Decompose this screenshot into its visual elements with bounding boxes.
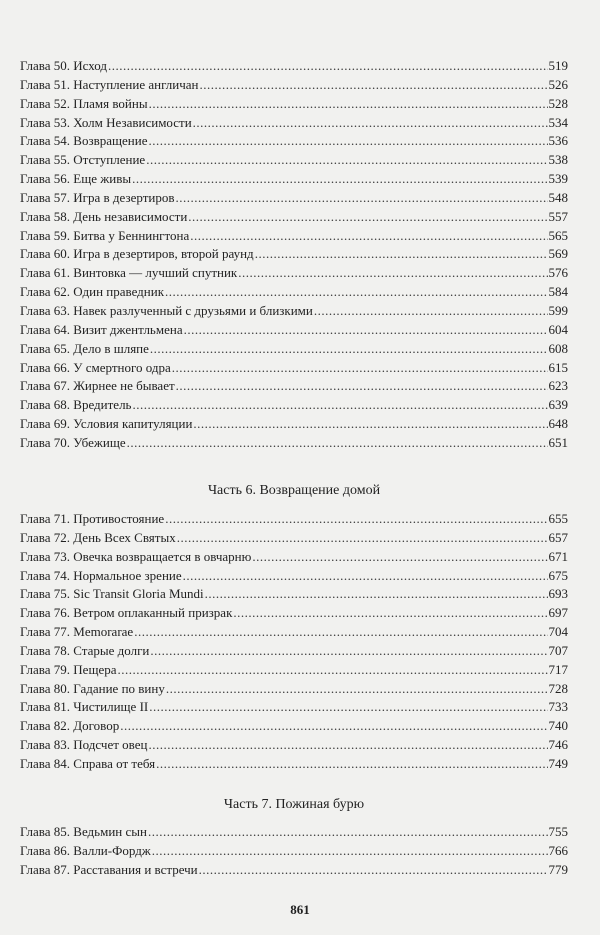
toc-entry <box>20 415 568 434</box>
chapter-title: Глава 64. Визит джентльмена <box>20 321 183 337</box>
chapter-page-number: 697 <box>548 605 568 621</box>
chapter-page-number: 704 <box>548 624 568 640</box>
chapter-page-number: 657 <box>548 529 568 545</box>
dot-leader <box>152 842 548 861</box>
toc-entry <box>20 434 568 453</box>
dot-leader <box>134 623 547 642</box>
dot-leader <box>252 548 547 567</box>
chapter-title: Глава 83. Подсчет овец <box>20 737 148 753</box>
dot-leader <box>238 264 547 283</box>
chapter-title: Глава 65. Дело в шляпе <box>20 340 149 356</box>
chapter-page-number: 779 <box>548 861 568 877</box>
chapter-page-number: 528 <box>548 95 568 111</box>
toc-entry <box>20 264 568 283</box>
chapter-title: Глава 52. Пламя войны <box>20 95 148 111</box>
chapter-title: Глава 68. Вредитель <box>20 397 132 413</box>
chapter-title: Глава 53. Холм Независимости <box>20 114 192 130</box>
chapter-page-number: 608 <box>548 340 568 356</box>
dot-leader <box>166 680 548 699</box>
chapter-page-number: 755 <box>548 824 568 839</box>
chapter-title: Глава 78. Старые долги <box>20 642 150 658</box>
dot-leader <box>149 95 548 114</box>
chapter-page-number: 749 <box>548 755 568 771</box>
toc-entry <box>20 377 568 396</box>
dot-leader <box>199 76 547 95</box>
chapter-page-number: 569 <box>548 246 568 262</box>
chapter-title: Глава 79. Пещера <box>20 661 117 677</box>
toc-entry <box>20 717 568 736</box>
chapter-page-number: 728 <box>548 680 568 696</box>
toc-entry <box>20 585 568 604</box>
dot-leader <box>190 227 547 246</box>
chapter-title: Глава 81. Чистилище II <box>20 699 149 715</box>
chapter-title: Глава 62. Один праведник <box>20 284 165 300</box>
chapter-page-number: 623 <box>548 378 568 394</box>
toc-entry <box>20 823 568 842</box>
toc-entry <box>20 114 568 133</box>
chapter-title: Глава 61. Винтовка — лучший спутник <box>20 265 238 281</box>
toc-entry <box>20 359 568 378</box>
toc-entry <box>20 567 568 586</box>
dot-leader <box>177 529 548 548</box>
toc-entry <box>20 736 568 755</box>
dot-leader <box>193 114 548 133</box>
chapter-page-number: 766 <box>548 842 568 858</box>
chapter-page-number: 648 <box>548 416 568 432</box>
dot-leader <box>199 861 548 880</box>
dot-leader <box>120 717 547 736</box>
dot-leader <box>108 57 547 76</box>
toc-entry <box>20 95 568 114</box>
chapter-page-number: 675 <box>548 567 568 583</box>
chapter-page-number: 599 <box>548 302 568 318</box>
toc-entry <box>20 861 568 880</box>
chapter-page-number: 584 <box>548 284 568 300</box>
dot-leader <box>148 132 547 151</box>
chapter-page-number: 740 <box>548 718 568 734</box>
toc-section-part7 <box>20 823 568 880</box>
chapter-title: Глава 85. Ведьмин сын <box>20 824 147 839</box>
dot-leader <box>184 321 548 340</box>
dot-leader <box>165 283 547 302</box>
toc-entry <box>20 321 568 340</box>
chapter-title: Глава 75. Sic Transit Gloria Mundi <box>20 586 204 602</box>
dot-leader <box>150 340 548 359</box>
toc-section-part5 <box>20 57 568 453</box>
dot-leader <box>150 642 547 661</box>
toc-entry <box>20 698 568 717</box>
chapter-page-number: 565 <box>548 227 568 243</box>
chapter-page-number: 707 <box>548 642 568 658</box>
chapter-title: Глава 54. Возвращение <box>20 133 148 149</box>
toc-entry <box>20 170 568 189</box>
dot-leader <box>156 755 547 774</box>
chapter-title: Глава 51. Наступление англичан <box>20 76 199 92</box>
toc-entry <box>20 680 568 699</box>
chapter-page-number: 519 <box>548 58 568 73</box>
dot-leader <box>176 377 548 396</box>
dot-leader <box>233 604 547 623</box>
toc-entry <box>20 661 568 680</box>
dot-leader <box>118 661 548 680</box>
toc-entry <box>20 340 568 359</box>
chapter-title: Глава 87. Расставания и встречи <box>20 861 198 877</box>
chapter-page-number: 538 <box>548 152 568 168</box>
toc-entry <box>20 755 568 774</box>
chapter-title: Глава 71. Противостояние <box>20 511 165 526</box>
toc-entry <box>20 189 568 208</box>
chapter-page-number: 539 <box>548 171 568 187</box>
toc-entry <box>20 510 568 529</box>
dot-leader <box>193 415 547 434</box>
dot-leader <box>175 189 547 208</box>
page-number: 861 <box>290 902 310 917</box>
toc-entry <box>20 642 568 661</box>
toc-entry <box>20 151 568 170</box>
dot-leader <box>188 208 547 227</box>
toc-entry <box>20 57 568 76</box>
chapter-page-number: 604 <box>548 321 568 337</box>
dot-leader <box>132 170 547 189</box>
toc-entry <box>20 208 568 227</box>
chapter-title: Глава 72. День Всех Святых <box>20 529 176 545</box>
toc-section-part6 <box>20 510 568 774</box>
chapter-page-number: 693 <box>548 586 568 602</box>
chapter-title: Глава 60. Игра в дезертиров, второй раунд <box>20 246 254 262</box>
chapter-page-number: 733 <box>548 699 568 715</box>
chapter-page-number: 671 <box>548 548 568 564</box>
chapter-title: Глава 58. День независимости <box>20 208 188 224</box>
part-6-heading: Часть 6. Возвращение домой <box>207 483 381 498</box>
dot-leader <box>255 245 548 264</box>
chapter-title: Глава 76. Ветром оплаканный призрак <box>20 605 233 621</box>
toc-entry <box>20 396 568 415</box>
chapter-page-number: 615 <box>548 359 568 375</box>
chapter-title: Глава 77. Memorarae <box>20 624 134 640</box>
chapter-page-number: 651 <box>548 434 568 450</box>
toc-entry <box>20 283 568 302</box>
chapter-title: Глава 57. Игра в дезертиров <box>20 189 175 205</box>
chapter-title: Глава 74. Нормальное зрение <box>20 567 182 583</box>
dot-leader <box>149 698 547 717</box>
dot-leader <box>314 302 548 321</box>
toc-entry <box>20 227 568 246</box>
chapter-page-number: 655 <box>548 511 568 526</box>
chapter-title: Глава 84. Справа от тебя <box>20 755 156 771</box>
chapter-page-number: 557 <box>548 208 568 224</box>
chapter-title: Глава 63. Навек разлученный с друзьями и близкими <box>20 302 313 318</box>
toc-entry <box>20 604 568 623</box>
dot-leader <box>127 434 548 453</box>
toc-entry <box>20 548 568 567</box>
chapter-title: Глава 82. Договор <box>20 718 120 734</box>
chapter-title: Глава 73. Овечка возвращается в овчарню <box>20 548 252 564</box>
chapter-title: Глава 55. Отступление <box>20 152 146 168</box>
chapter-title: Глава 70. Убежище <box>20 434 126 450</box>
dot-leader <box>148 823 548 842</box>
dot-leader <box>146 151 547 170</box>
toc-entry <box>20 132 568 151</box>
chapter-title: Глава 59. Битва у Беннингтона <box>20 227 190 243</box>
chapter-title: Глава 80. Гадание по вину <box>20 680 165 696</box>
toc-entry <box>20 623 568 642</box>
chapter-title: Глава 86. Валли-Фордж <box>20 842 151 858</box>
dot-leader <box>148 736 547 755</box>
chapter-title: Глава 67. Жирнее не бывает <box>20 378 175 394</box>
toc-entry <box>20 302 568 321</box>
dot-leader <box>205 585 548 604</box>
toc-entry <box>20 245 568 264</box>
dot-leader <box>172 359 548 378</box>
dot-leader <box>133 396 548 415</box>
chapter-page-number: 534 <box>548 114 568 130</box>
chapter-page-number: 717 <box>548 661 568 677</box>
chapter-title: Глава 50. Исход <box>20 58 108 73</box>
chapter-title: Глава 69. Условия капитуляции <box>20 416 193 432</box>
dot-leader <box>183 567 548 586</box>
chapter-page-number: 526 <box>548 76 568 92</box>
chapter-title: Глава 56. Еще живы <box>20 171 132 187</box>
toc-entry <box>20 842 568 861</box>
chapter-page-number: 576 <box>548 265 568 281</box>
chapter-page-number: 639 <box>548 397 568 413</box>
toc-entry <box>20 76 568 95</box>
chapter-page-number: 548 <box>548 189 568 205</box>
chapter-page-number: 536 <box>548 133 568 149</box>
chapter-title: Глава 66. У смертного одра <box>20 359 171 375</box>
dot-leader <box>165 510 547 529</box>
chapter-page-number: 746 <box>548 737 568 753</box>
part-7-heading: Часть 7. Пожиная бурю <box>223 797 365 812</box>
toc-entry <box>20 529 568 548</box>
